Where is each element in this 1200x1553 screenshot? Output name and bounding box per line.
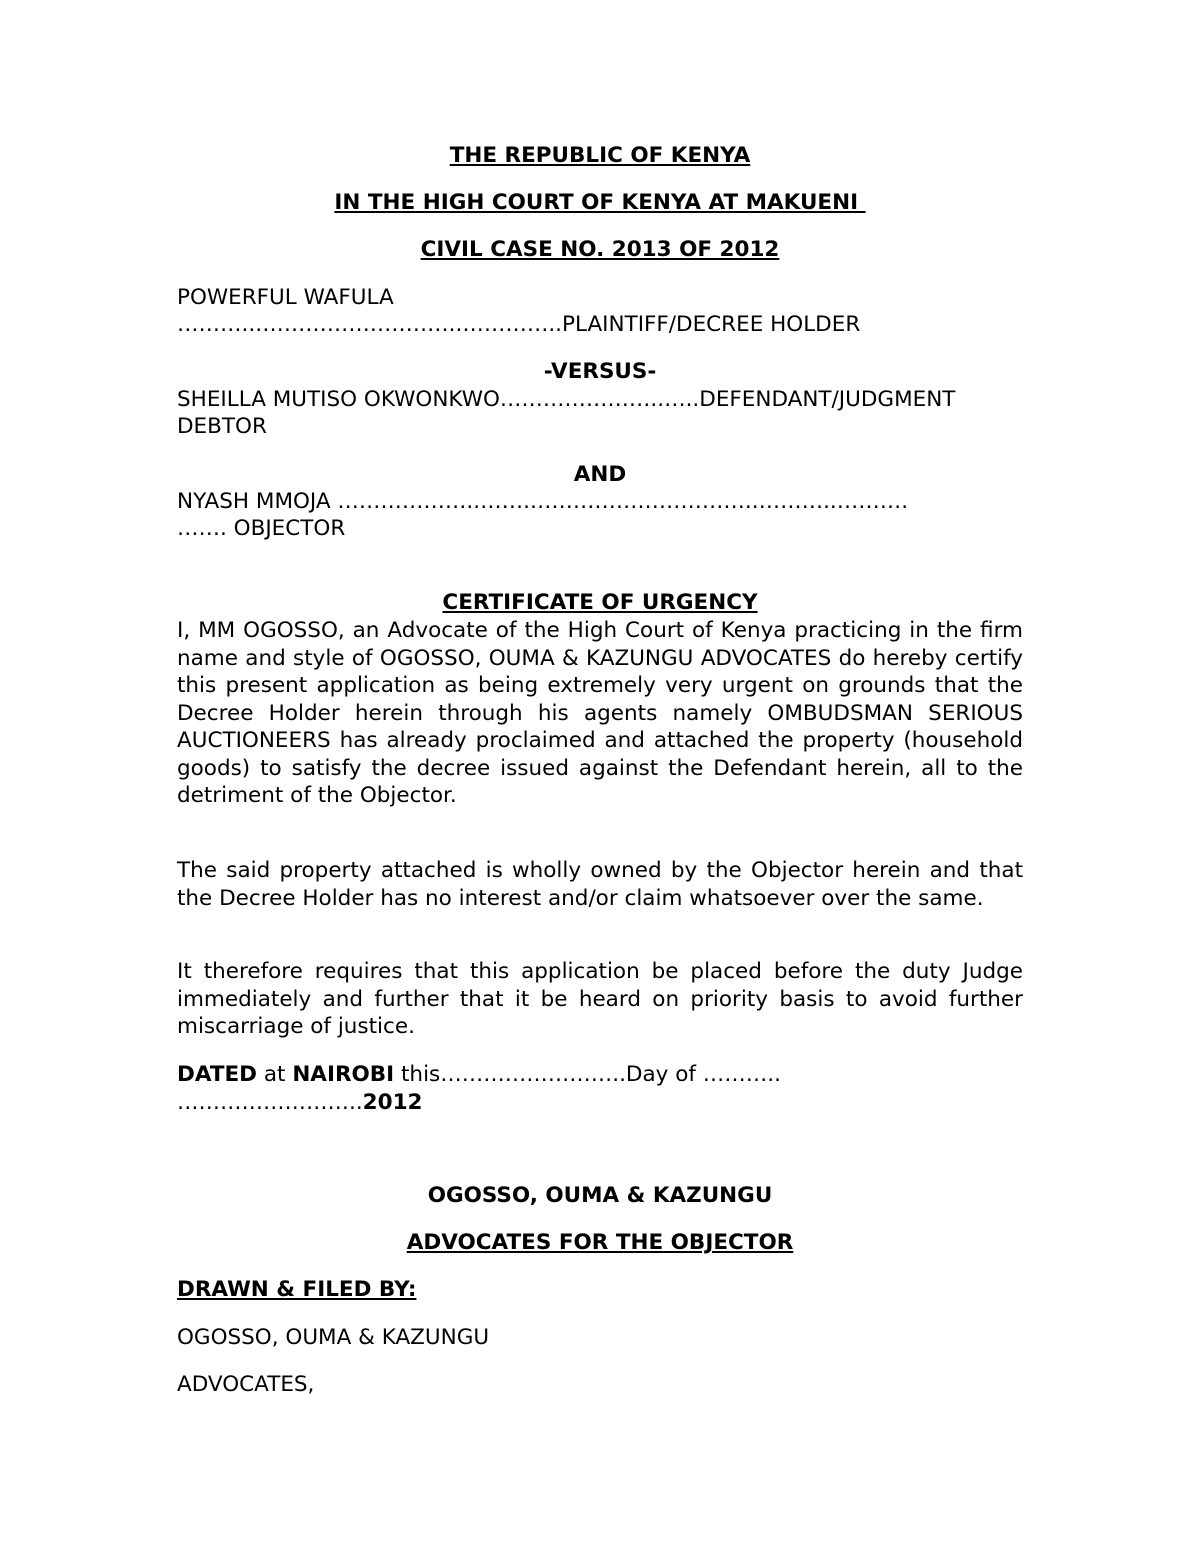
and-label: AND bbox=[573, 462, 627, 487]
defendant-line-continued: DEBTOR bbox=[177, 414, 267, 439]
signature-firm: OGOSSO, OUMA & KAZUNGU bbox=[427, 1183, 773, 1208]
case-number-heading: CIVIL CASE NO. 2013 OF 2012 bbox=[420, 237, 780, 262]
filed-by-advocates: ADVOCATES, bbox=[177, 1372, 315, 1397]
at-word: at bbox=[257, 1062, 293, 1087]
versus-label: -VERSUS- bbox=[543, 359, 657, 384]
dated-place: NAIROBI bbox=[292, 1062, 395, 1087]
dated-day-month: this……………………..Day of ……….. bbox=[394, 1062, 781, 1087]
plaintiff-role-line: ………..………………………..…………..PLAINTIFF/DECREE HOLDER bbox=[177, 312, 861, 337]
certificate-paragraph-2: The said property attached is wholly owned by the Objector herein and that the Decree Holder has no interest and/or claim whatsoever over the same. bbox=[177, 858, 1023, 911]
objector-line: NYASH MMOJA ………………..…….…………………………..………..………. bbox=[177, 489, 909, 514]
dated-year-dots: …………………….. bbox=[177, 1090, 363, 1115]
certificate-paragraph-3: It therefore requires that this application be placed before the duty Judge immediately and further that it be heard on priority basis to avoid further miscarriage of justice. bbox=[177, 959, 1023, 1039]
certificate-title: CERTIFICATE OF URGENCY bbox=[442, 590, 758, 615]
dated-line bbox=[177, 1061, 1023, 1089]
republic-heading: THE REPUBLIC OF KENYA bbox=[449, 143, 751, 168]
plaintiff-name: POWERFUL WAFULA bbox=[177, 285, 394, 310]
dated-year: 2012 bbox=[362, 1090, 423, 1115]
drawn-filed-label: DRAWN & FILED BY: bbox=[177, 1277, 417, 1302]
objector-line-continued: ……. OBJECTOR bbox=[177, 516, 346, 541]
filed-by-firm: OGOSSO, OUMA & KAZUNGU bbox=[177, 1325, 490, 1350]
court-heading: IN THE HIGH COURT OF KENYA AT MAKUENI bbox=[334, 190, 866, 215]
signature-role: ADVOCATES FOR THE OBJECTOR bbox=[406, 1230, 794, 1255]
dated-year-line bbox=[177, 1089, 1023, 1117]
defendant-line: SHEILLA MUTISO OKWONKWO…………………..…..DEFENDANT/JUDGMENT bbox=[177, 387, 956, 412]
dated-word: DATED bbox=[177, 1062, 258, 1087]
certificate-paragraph-1: I, MM OGOSSO, an Advocate of the High Court of Kenya practicing in the firm name and style of OGOSSO, OUMA & KAZUNGU ADVOCATES do hereby certify this present application as being extremely very urgent on grounds that the Decree Holder herein through his agents namely OMBUDSMAN SERIOUS AUCTIONEERS has already proclaimed and attached the property (household goods) to satisfy the decree issued against the Defendant herein, all to the detriment of the Objector. bbox=[177, 618, 1023, 808]
